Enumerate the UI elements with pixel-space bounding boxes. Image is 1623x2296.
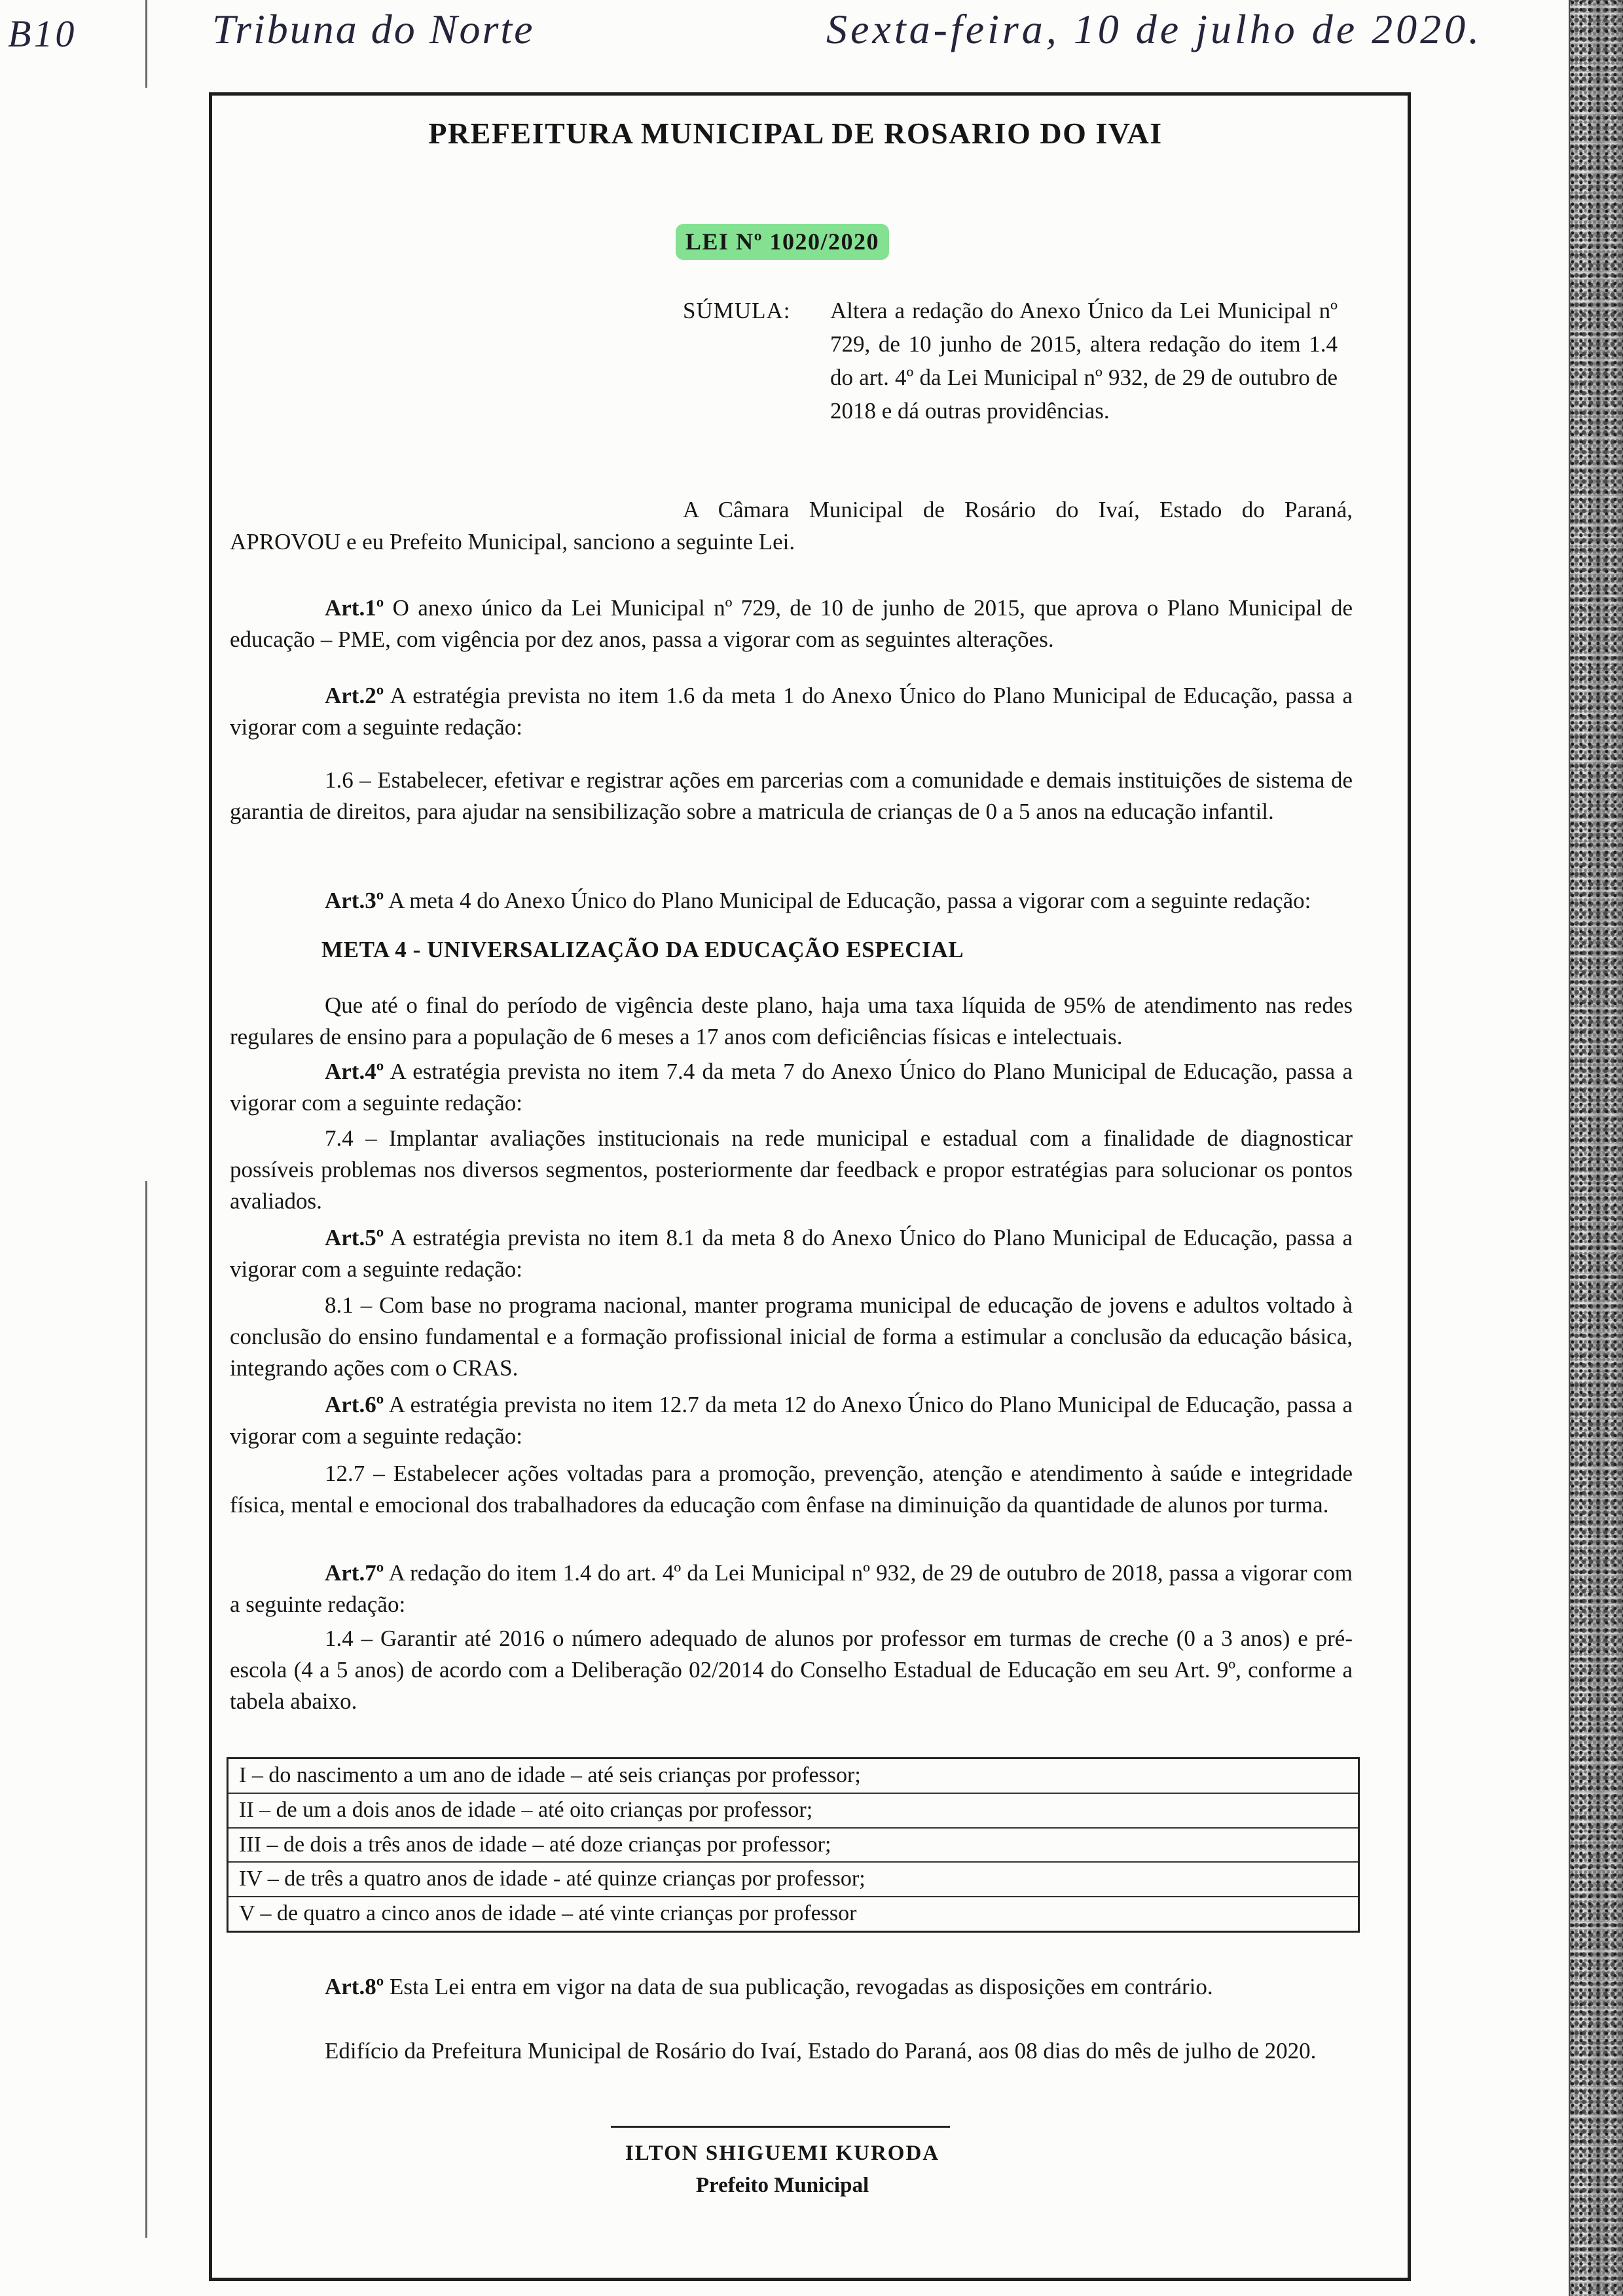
article-7-text: A redação do item 1.4 do art. 4º da Lei Municipal nº 932, de 29 de outubro de 2018, passa a vigorar com a seguinte redação:: [230, 1560, 1353, 1617]
scanner-edge-noise: [1569, 0, 1623, 2296]
meta-4-heading: META 4 - UNIVERSALIZAÇÃO DA EDUCAÇÃO ESPECIAL: [321, 937, 964, 962]
table-row: IV – de três a quatro anos de idade - até quinze crianças por professor;: [228, 1863, 1358, 1897]
document-title: PREFEITURA MUNICIPAL DE ROSARIO DO IVAI: [428, 117, 1163, 150]
sumula-label: SÚMULA:: [683, 298, 791, 323]
article-1-label: Art.1º: [325, 595, 384, 621]
margin-line-bottom: [145, 1181, 147, 2238]
item-12-7: 12.7 – Estabelecer ações voltadas para a promoção, prevenção, atenção e atendimento à saúde e integridade física, mental e emocional dos trabalhadores da educação com ênfase na diminuição da quantidade de alunos por turma.: [230, 1461, 1353, 1518]
article-2: [230, 680, 1353, 743]
sumula-text: Altera a redação do Anexo Único da Lei Municipal nº 729, de 10 junho de 2015, altera redação do item 1.4 do art. 4º da Lei Municipal nº 932, de 29 de outubro de 2018 e dá outras providências.: [830, 298, 1338, 424]
article-3: [230, 885, 1353, 917]
article-2-label: Art.2º: [325, 683, 384, 708]
article-6-label: Art.6º: [325, 1392, 384, 1417]
table-row: III – de dois a três anos de idade – até doze crianças por professor;: [228, 1829, 1358, 1863]
margin-line-top: [145, 0, 147, 88]
preamble-line-1: A Câmara Municipal de Rosário do Ivaí, Estado do Paraná,: [683, 497, 1353, 522]
closing-statement: Edifício da Prefeitura Municipal de Rosário do Ivaí, Estado do Paraná, aos 08 dias do mês de julho de 2020.: [325, 2038, 1317, 2064]
article-5-label: Art.5º: [325, 1225, 384, 1250]
table-row: I – do nascimento a um ano de idade – até seis crianças por professor;: [228, 1759, 1358, 1794]
law-number: LEI Nº 1020/2020: [685, 228, 879, 255]
article-5-text: A estratégia prevista no item 8.1 da meta 8 do Anexo Único do Plano Municipal de Educação, passa a vigorar com a seguinte redação:: [230, 1225, 1353, 1282]
meta-4-text: Que até o final do período de vigência deste plano, haja uma taxa líquida de 95% de atendimento nas redes regulares de ensino para a população de 6 meses a 17 anos com deficiências físicas e intelectuais.: [230, 993, 1353, 1049]
article-2-text: A estratégia prevista no item 1.6 da meta 1 do Anexo Único do Plano Municipal de Educação, passa a vigorar com a seguinte redação:: [230, 683, 1353, 740]
law-number-highlight: [676, 224, 889, 260]
handwritten-newspaper-name: Tribuna do Norte: [212, 6, 535, 52]
signature-line: [611, 2126, 950, 2128]
table-row: V – de quatro a cinco anos de idade – até vinte crianças por professor: [239, 1901, 857, 1926]
handwritten-page-code: B10: [8, 12, 77, 55]
article-4: [230, 1056, 1353, 1119]
article-8-text: Esta Lei entra em vigor na data de sua publicação, revogadas as disposições em contrário.: [390, 1974, 1213, 1999]
signature-name: ILTON SHIGUEMI KURODA: [625, 2141, 940, 2165]
article-1: [230, 592, 1353, 655]
article-7: [230, 1558, 1353, 1620]
table-row: II – de um a dois anos de idade – até oito crianças por professor;: [228, 1794, 1358, 1829]
item-1-6: 1.6 – Estabelecer, efetivar e registrar ações em parcerias com a comunidade e demais instituições de sistema de garantia de direitos, para ajudar na sensibilização sobre a matricula de crianças de 0 a 5 anos na educação infantil.: [230, 767, 1353, 824]
article-6: [230, 1389, 1353, 1452]
article-3-label: Art.3º: [325, 888, 384, 913]
article-5: [230, 1222, 1353, 1285]
article-6-text: A estratégia prevista no item 12.7 da meta 12 do Anexo Único do Plano Municipal de Educação, passa a vigorar com a seguinte redação:: [230, 1392, 1353, 1449]
article-7-label: Art.7º: [325, 1560, 384, 1586]
item-1-4: 1.4 – Garantir até 2016 o número adequado de alunos por professor em turmas de creche (0 a 3 anos) e pré-escola (4 a 5 anos) de acordo com a Deliberação 02/2014 do Conselho Estadual de Educação em seu Art. 9º, conforme a tabela abaixo.: [230, 1626, 1353, 1714]
article-1-text: O anexo único da Lei Municipal nº 729, de 10 de junho de 2015, que aprova o Plano Municipal de educação – PME, com vigência por dez anos, passa a vigorar com as seguintes alterações.: [230, 595, 1353, 652]
article-3-text: A meta 4 do Anexo Único do Plano Municipal de Educação, passa a vigorar com a seguinte redação:: [388, 888, 1311, 913]
article-4-label: Art.4º: [325, 1059, 384, 1084]
item-8-1: 8.1 – Com base no programa nacional, manter programa municipal de educação de jovens e adultos voltado à conclusão do ensino fundamental e a formação profissional inicial de forma a estimular a conclusão da educação básica, integrando ações com o CRAS.: [230, 1292, 1353, 1381]
handwritten-date: Sexta-feira, 10 de julho de 2020.: [826, 6, 1483, 52]
children-per-teacher-table: [227, 1757, 1360, 1933]
article-4-text: A estratégia prevista no item 7.4 da meta 7 do Anexo Único do Plano Municipal de Educação, passa a vigorar com a seguinte redação:: [230, 1059, 1353, 1116]
article-8-label: Art.8º: [325, 1974, 384, 1999]
preamble-line-2: APROVOU e eu Prefeito Municipal, sanciono a seguinte Lei.: [230, 529, 795, 555]
article-8: [230, 1971, 1353, 2003]
signature-role: Prefeito Municipal: [695, 2174, 869, 2197]
item-7-4: 7.4 – Implantar avaliações institucionais na rede municipal e estadual com a finalidade de diagnosticar possíveis problemas nos diversos segmentos, posteriormente dar feedback e propor estratégias para solucionar os pontos avaliados.: [230, 1125, 1353, 1214]
